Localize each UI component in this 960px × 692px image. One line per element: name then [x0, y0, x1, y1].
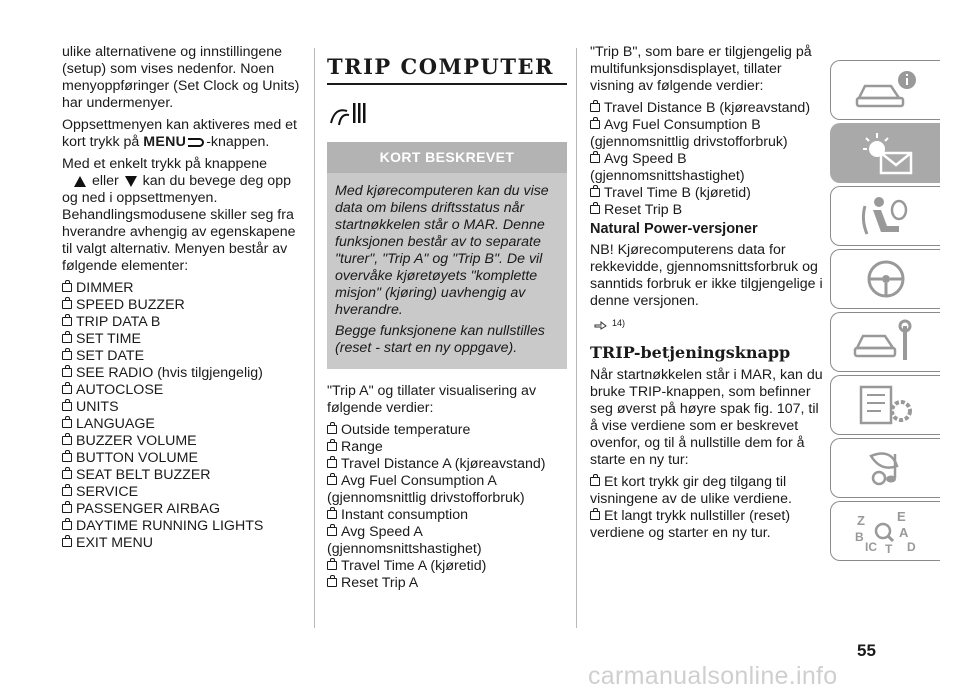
list-item: Et kort trykk gir deg tilgang til visningene av de ulike verdiene. — [590, 474, 792, 507]
chapter-sidebar — [830, 60, 940, 564]
chapter-tab-safety[interactable] — [830, 186, 940, 246]
bullet-box-icon — [327, 578, 337, 587]
list-item: Instant consumption — [327, 507, 567, 524]
setup-intro: ulike alternativene og innstillingene (setup) som vises nedenfor. Noen menyoppføringer (Set Clock og Units) har undermenyer. — [62, 44, 300, 111]
bullet-box-icon — [62, 436, 72, 445]
list-item: EXIT MENU — [62, 535, 300, 552]
list-item: Range — [327, 439, 567, 456]
index-letters-icon — [851, 507, 921, 555]
list-item: SET TIME — [62, 331, 300, 348]
list-item: Travel Time A (kjøretid) — [327, 558, 567, 575]
bullet-box-icon — [62, 538, 72, 547]
bullet-box-icon — [62, 334, 72, 343]
bullet-box-icon — [62, 351, 72, 360]
bullet-box-icon — [62, 300, 72, 309]
note-reference: 14) — [594, 315, 828, 332]
chapter-tab-car-info[interactable] — [830, 60, 940, 120]
bullet-box-icon — [590, 477, 600, 486]
setup-menu-list — [62, 280, 300, 552]
multimedia-note-icon — [851, 444, 921, 492]
chapter-tab-driving[interactable] — [830, 249, 940, 309]
bullet-box-icon — [327, 476, 337, 485]
chapter-tab-multimedia[interactable] — [830, 438, 940, 498]
list-item: BUZZER VOLUME — [62, 433, 300, 450]
list-item: Avg Fuel Consumption B (gjennomsnittlig drivstofforbruk) — [590, 117, 788, 150]
bullet-box-icon — [62, 317, 72, 326]
column-trip-computer — [327, 55, 567, 592]
chapter-tab-warning-lights[interactable] — [830, 123, 940, 183]
bullet-box-icon — [62, 470, 72, 479]
list-item: AUTOCLOSE — [62, 382, 300, 399]
svg-text:Z: Z — [856, 513, 865, 528]
chapter-tab-index[interactable] — [830, 501, 940, 561]
bullet-box-icon — [62, 487, 72, 496]
list-item: TRIP DATA B — [62, 314, 300, 331]
chapter-tab-maintenance[interactable] — [830, 375, 940, 435]
trip-b-list — [590, 100, 828, 219]
svg-text:A: A — [898, 525, 908, 540]
summary-reset-text: Begge funksjonene kan nullstilles (reset - start en ny oppgave). — [335, 322, 545, 356]
car-wrench-icon — [851, 318, 921, 366]
bullet-box-icon — [62, 419, 72, 428]
bullet-box-icon — [590, 103, 600, 112]
column-divider — [576, 48, 577, 628]
list-item: Avg Speed A (gjennomsnittshastighet) — [327, 523, 482, 557]
bullet-box-icon — [590, 188, 600, 197]
svg-text:E: E — [896, 509, 906, 524]
list-item: Avg Fuel Consumption A (gjennomsnittlig drivstofforbruk) — [327, 472, 525, 506]
list-item: Travel Distance B (kjøreavstand) — [590, 100, 828, 117]
natural-power-text: NB! Kjørecomputerens data for rekkevidde, gjennomsnittsforbruk og sanntids forbruk er ikke tilgjengelige i denne versjonen. — [590, 242, 823, 309]
natural-power-heading: Natural Power-versjoner — [590, 221, 758, 237]
bullet-box-icon — [62, 385, 72, 394]
list-item: Reset Trip B — [590, 202, 828, 219]
list-item: LANGUAGE — [62, 416, 300, 433]
bullet-box-icon — [62, 283, 72, 292]
trip-b-intro: "Trip B", som bare er tilgjengelig på multifunksjonsdisplayet, tillater visning av følgende verdier: — [590, 44, 812, 94]
svg-text:D: D — [906, 540, 916, 554]
bullet-box-icon — [327, 442, 337, 451]
list-item: DAYTIME RUNNING LIGHTS — [62, 518, 300, 535]
list-item: DIMMER — [62, 280, 300, 297]
chapter-tab-emergency[interactable] — [830, 312, 940, 372]
bullet-box-icon — [327, 425, 337, 434]
bullet-box-icon — [590, 154, 600, 163]
seat-airbag-icon — [851, 192, 921, 240]
road-bend-icon — [327, 101, 367, 127]
list-item: Outside temperature — [327, 422, 567, 439]
bullet-box-icon — [62, 402, 72, 411]
bullet-box-icon — [590, 205, 600, 214]
bullet-box-icon — [62, 521, 72, 530]
triangle-up-icon — [74, 176, 86, 187]
list-item: SPEED BUZZER — [62, 297, 300, 314]
bullet-box-icon — [327, 459, 337, 468]
list-item: Reset Trip A — [327, 575, 567, 592]
menu-key-label: MENU — [143, 134, 187, 150]
bullet-box-icon — [62, 504, 72, 513]
trip-button-heading: TRIP-betjeningsknapp — [590, 343, 791, 362]
list-item: Avg Speed B (gjennomsnittshastighet) — [590, 151, 745, 184]
settings-list-icon — [851, 381, 921, 429]
return-arrow-icon — [188, 138, 204, 147]
list-item: SERVICE — [62, 484, 300, 501]
bullet-box-icon — [62, 453, 72, 462]
list-item: BUTTON VOLUME — [62, 450, 300, 467]
column-divider — [314, 48, 315, 628]
bullet-box-icon — [590, 511, 600, 520]
list-item: Et langt trykk nullstiller (reset) verdiene og starter en ny tur. — [590, 508, 791, 541]
column-setup-menu — [62, 44, 300, 552]
heading-rule — [327, 83, 567, 85]
car-info-icon — [851, 66, 921, 114]
bullet-box-icon — [327, 527, 337, 536]
setup-navigate-text: Med et enkelt trykk på knappene eller kan du bevege deg opp og ned i oppsettmenyen. Behandlingsmodusene skiller seg fra hverandre avhengig av egenskapene til valgt alternativ. Menyen består av følgende elementer: — [62, 156, 296, 274]
list-item: SEAT BELT BUZZER — [62, 467, 300, 484]
trip-button-text: Når startnøkkelen står i MAR, kan du bruke TRIP-knappen, som befinner seg øverst på høyre spak fig. 107, til å vise verdiene som er beskrevet ovenfor, og til å nullstille dem for å starte en ny tur: — [590, 367, 823, 468]
pointing-hand-icon — [594, 318, 608, 330]
column-trip-b — [590, 44, 828, 542]
warning-lights-message-icon — [851, 129, 921, 177]
setup-activate-text: Oppsettmenyen kan aktiveres med et kort trykk på MENU -knappen. — [62, 117, 298, 150]
bullet-box-icon — [62, 368, 72, 377]
list-item: SEE RADIO (hvis tilgjengelig) — [62, 365, 300, 382]
summary-text: Med kjørecomputeren kan du vise data om bilens driftsstatus når startnøkkelen står o MAR. Denne funksjonen består av to separate "turer", "Trip A" og "Trip B". De vil overvåke kjøretøyets "komplette misjon" (kjøring) uavhengig av hverandre. — [335, 182, 549, 318]
list-item: UNITS — [62, 399, 300, 416]
trip-a-list — [327, 422, 567, 592]
summary-panel — [327, 142, 567, 369]
trip-a-intro: "Trip A" og tillater visualisering av følgende verdier: — [327, 382, 537, 416]
svg-text:T: T — [884, 542, 892, 555]
svg-text:B: B — [854, 530, 864, 544]
steering-wheel-icon — [851, 255, 921, 303]
page-number: 55 — [857, 641, 876, 660]
watermark: carmanualsonline.info — [588, 662, 838, 690]
section-heading: TRIP COMPUTER — [327, 54, 554, 79]
list-item: PASSENGER AIRBAG — [62, 501, 300, 518]
bullet-box-icon — [327, 561, 337, 570]
svg-text:IC: IC — [864, 540, 877, 554]
list-item: SET DATE — [62, 348, 300, 365]
triangle-down-icon — [125, 176, 137, 187]
list-item: Travel Distance A (kjøreavstand) — [327, 456, 567, 473]
list-item: Travel Time B (kjøretid) — [590, 185, 828, 202]
summary-panel-title: KORT BESKREVET — [327, 142, 567, 173]
bullet-box-icon — [590, 120, 600, 129]
bullet-box-icon — [327, 510, 337, 519]
